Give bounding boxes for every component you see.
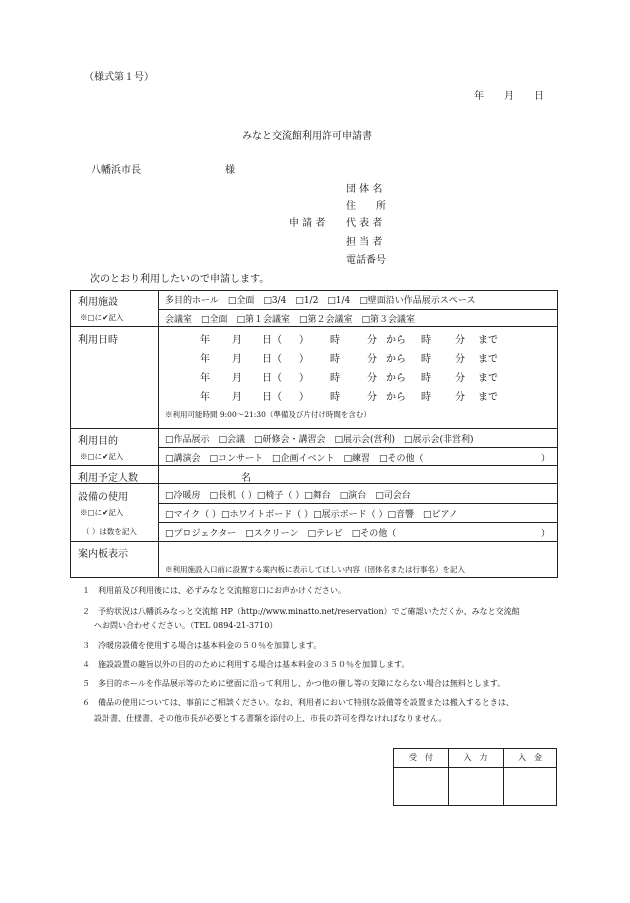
datetime-row-2-part: 分 xyxy=(367,354,377,365)
datetime-row-3-part: 時 xyxy=(330,373,340,384)
datetime-row-2-part: 日（ xyxy=(262,354,282,365)
datetime-row-4-part: まで xyxy=(478,392,498,403)
datetime-row-2-part: 時 xyxy=(330,354,340,365)
signboard-note: ※利用施設入口前に設置する案内板に表示してほしい内容（団体名または行事名）を記入 xyxy=(165,565,465,574)
datetime-row-3-part: 月 xyxy=(232,373,242,384)
payment-header: 入 金 xyxy=(518,753,542,762)
note-2-cont: へお問い合わせください。（TEL 0894-21-3710） xyxy=(94,621,278,630)
equipment-label: 設備の使用 xyxy=(78,492,128,503)
datetime-row-4-part: 分 xyxy=(455,392,465,403)
note-4: ４ 施設設置の趣旨以外の目的のために利用する場合は基本料金の３５０％を加算します。 xyxy=(82,660,410,669)
signboard-label: 案内板表示 xyxy=(78,549,128,560)
datetime-row-1-part: 時 xyxy=(421,335,431,346)
purpose-options-2[interactable]: □講演会 □コンサート □企画イベント □練習 □その他（ xyxy=(165,454,424,464)
field-address: 住 所 xyxy=(346,201,386,212)
equipment-options-1[interactable]: □冷暖房 □長机（ ）□椅子（ ）□舞台 □演台 □司会台 xyxy=(165,491,411,501)
field-group-name: 団 体 名 xyxy=(346,184,383,195)
applicant-label: 申 請 者 xyxy=(289,218,326,229)
note-6: ６ 備品の使用については、事前にご相談ください。なお、利用者において特別な設備等を設置または搬入するときは、 xyxy=(82,698,514,707)
divider-datetime xyxy=(70,428,558,429)
note-1: １ 利用前及び利用後には、必ずみなと交流館窓口にお声かけください。 xyxy=(82,586,346,595)
datetime-row-2-part: から xyxy=(386,354,406,365)
label-column-divider xyxy=(158,290,159,578)
datetime-row-4-part: 月 xyxy=(232,392,242,403)
facility-room-options[interactable]: 会議室 □全面 □第１会議室 □第２会議室 □第３会議室 xyxy=(165,315,416,325)
divider-equipment xyxy=(70,541,558,542)
addressee: 八幡浜市長 xyxy=(91,165,141,176)
office-divider-2 xyxy=(503,749,504,805)
datetime-row-4-part: から xyxy=(386,392,406,403)
facility-note: ※□に✔記入 xyxy=(80,313,124,322)
purpose-options-1[interactable]: □作品展示 □会議 □研修会・講習会 □展示会(営利) □展示会(非営利) xyxy=(165,435,474,445)
note-2: ２ 予約状況は八幡浜みなっと交流館 HP（http://www.minatto.net/reservation）でご確認いただくか、みなと交流館 xyxy=(82,607,520,616)
datetime-row-1-part: まで xyxy=(478,335,498,346)
datetime-row-4-part: ） xyxy=(299,392,309,403)
equipment-note-count: （ ）は数を記入 xyxy=(82,527,137,536)
datetime-row-4-part: 分 xyxy=(367,392,377,403)
datetime-row-1-part: 月 xyxy=(232,335,242,346)
divider-purpose xyxy=(70,465,558,466)
datetime-row-2-part: ） xyxy=(299,354,309,365)
datetime-row-2-part: まで xyxy=(478,354,498,365)
purpose-note: ※□に✔記入 xyxy=(80,452,124,461)
office-header-divider xyxy=(394,767,556,768)
addressee-suffix: 様 xyxy=(225,165,235,176)
datetime-row-1-part: 日（ xyxy=(262,335,282,346)
divider-facility xyxy=(70,326,558,327)
facility-hall-options[interactable]: 多目的ホール □全面 □3/4 □1/2 □1/4 □壁面沿い作品展示スペース xyxy=(165,296,476,306)
date-line: 年 月 日 xyxy=(474,91,544,102)
office-divider-1 xyxy=(448,749,449,805)
datetime-row-4-part: 日（ xyxy=(262,392,282,403)
field-representative: 代 表 者 xyxy=(346,218,383,229)
divider-attendees xyxy=(70,483,558,484)
datetime-label: 利用日時 xyxy=(78,335,118,346)
purpose-label: 利用目的 xyxy=(78,436,118,447)
datetime-row-3-part: 分 xyxy=(455,373,465,384)
equipment-other-close: ） xyxy=(541,529,551,539)
datetime-row-2-part: 時 xyxy=(421,354,431,365)
datetime-row-2-part: 月 xyxy=(232,354,242,365)
datetime-row-1-part: 分 xyxy=(367,335,377,346)
form-number: （様式第１号） xyxy=(84,72,154,83)
equipment-options-3[interactable]: □プロジェクター □スクリーン □テレビ □その他（ xyxy=(165,529,397,539)
datetime-row-1-part: 年 xyxy=(200,335,210,346)
datetime-row-3-part: 年 xyxy=(200,373,210,384)
datetime-row-1-part: から xyxy=(386,335,406,346)
datetime-row-2-part: 分 xyxy=(455,354,465,365)
datetime-row-3-part: 時 xyxy=(421,373,431,384)
note-6-cont: 設計書、仕様書、その他市長が必要とする書類を添付の上、市長の許可を得なければなりません。 xyxy=(94,714,447,723)
datetime-row-4-part: 年 xyxy=(200,392,210,403)
note-5: ５ 多目的ホールを作品展示等のために壁面に沿って利用し、かつ他の催し等の支障にならない場合は無料とします。 xyxy=(82,679,506,688)
attendees-label: 利用予定人数 xyxy=(78,473,138,484)
purpose-other-close: ） xyxy=(541,454,551,464)
datetime-note: ※利用可能時間 9:00～21:30（準備及び片付け時間を含む） xyxy=(165,410,371,419)
datetime-row-4-part: 時 xyxy=(421,392,431,403)
attendees-unit: 名 xyxy=(241,473,251,484)
divider-equip-2 xyxy=(158,522,558,523)
equipment-note-check: ※□に✔記入 xyxy=(80,508,124,517)
datetime-row-2-part: 年 xyxy=(200,354,210,365)
datetime-row-4-part: 時 xyxy=(330,392,340,403)
equipment-options-2[interactable]: □マイク（ ）□ホワイトボード（ ）□展示ボード（ ）□音響 □ピアノ xyxy=(165,510,458,520)
datetime-row-1-part: 時 xyxy=(330,335,340,346)
entered-header: 入 力 xyxy=(463,753,488,762)
datetime-row-3-part: から xyxy=(386,373,406,384)
divider-purpose-inner xyxy=(158,447,558,448)
datetime-row-3-part: まで xyxy=(478,373,498,384)
datetime-row-3-part: ） xyxy=(299,373,309,384)
divider-equip-1 xyxy=(158,503,558,504)
office-use-box xyxy=(393,748,557,806)
facility-label: 利用施設 xyxy=(78,297,118,308)
datetime-row-1-part: ） xyxy=(299,335,309,346)
intro-text: 次のとおり利用したいので申請します。 xyxy=(90,274,270,285)
page-title: みなと交流館利用許可申請書 xyxy=(242,131,372,142)
datetime-row-3-part: 分 xyxy=(367,373,377,384)
field-contact-person: 担 当 者 xyxy=(346,237,383,248)
datetime-row-1-part: 分 xyxy=(455,335,465,346)
divider-facility-inner xyxy=(158,309,558,310)
field-phone: 電話番号 xyxy=(346,255,386,266)
datetime-row-3-part: 日（ xyxy=(262,373,282,384)
received-header: 受 付 xyxy=(409,753,433,762)
note-3: ３ 冷暖房設備を使用する場合は基本料金の５０％を加算します。 xyxy=(82,641,322,650)
